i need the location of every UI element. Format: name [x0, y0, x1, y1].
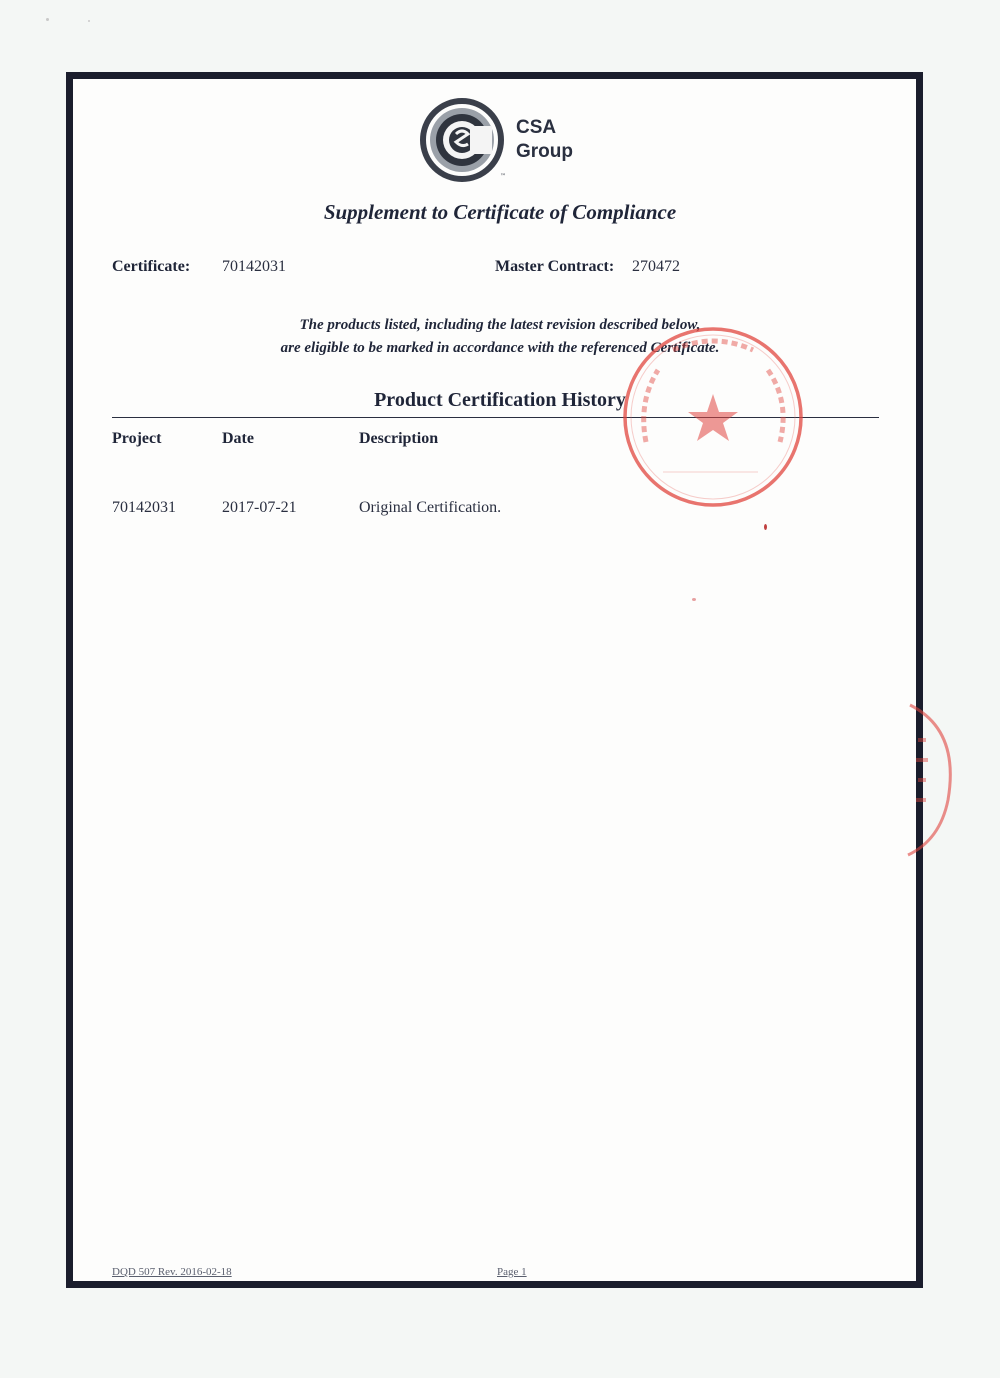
master-contract-number: 270472 — [632, 258, 680, 275]
page-border — [66, 72, 923, 1288]
scan-speck — [46, 18, 49, 21]
column-header-description: Description — [359, 430, 439, 447]
row-project: 70142031 — [112, 499, 176, 516]
svg-text:™: ™ — [500, 173, 506, 180]
scan-speck — [692, 598, 696, 601]
row-date: 2017-07-21 — [222, 499, 297, 516]
notice-line-2: are eligible to be marked in accordance with the referenced Certificate. — [280, 340, 720, 356]
csa-logo-text-group: Group — [516, 141, 573, 162]
certificate-number: 70142031 — [222, 258, 286, 275]
section-divider — [112, 417, 879, 418]
scan-speck — [764, 524, 767, 530]
row-description: Original Certification. — [359, 499, 502, 516]
form-id-footer: DQD 507 Rev. 2016-02-18 — [112, 1266, 232, 1278]
column-header-project: Project — [112, 430, 162, 447]
scan-speck — [88, 20, 90, 22]
notice-line-1: The products listed, including the latest revision described below, — [299, 317, 701, 333]
csa-logo-text-csa: CSA — [516, 117, 557, 138]
history-section-title: Product Certification History — [374, 389, 626, 411]
csa-logo-wordmark — [516, 116, 573, 164]
page-number: Page 1 — [497, 1266, 527, 1278]
document-title: Supplement to Certificate of Compliance — [323, 200, 677, 224]
csa-logo-icon — [420, 98, 510, 182]
csa-logo — [420, 98, 580, 182]
column-header-date: Date — [222, 430, 254, 447]
master-contract-label: Master Contract: — [495, 258, 615, 275]
certificate-label: Certificate: — [112, 258, 191, 275]
